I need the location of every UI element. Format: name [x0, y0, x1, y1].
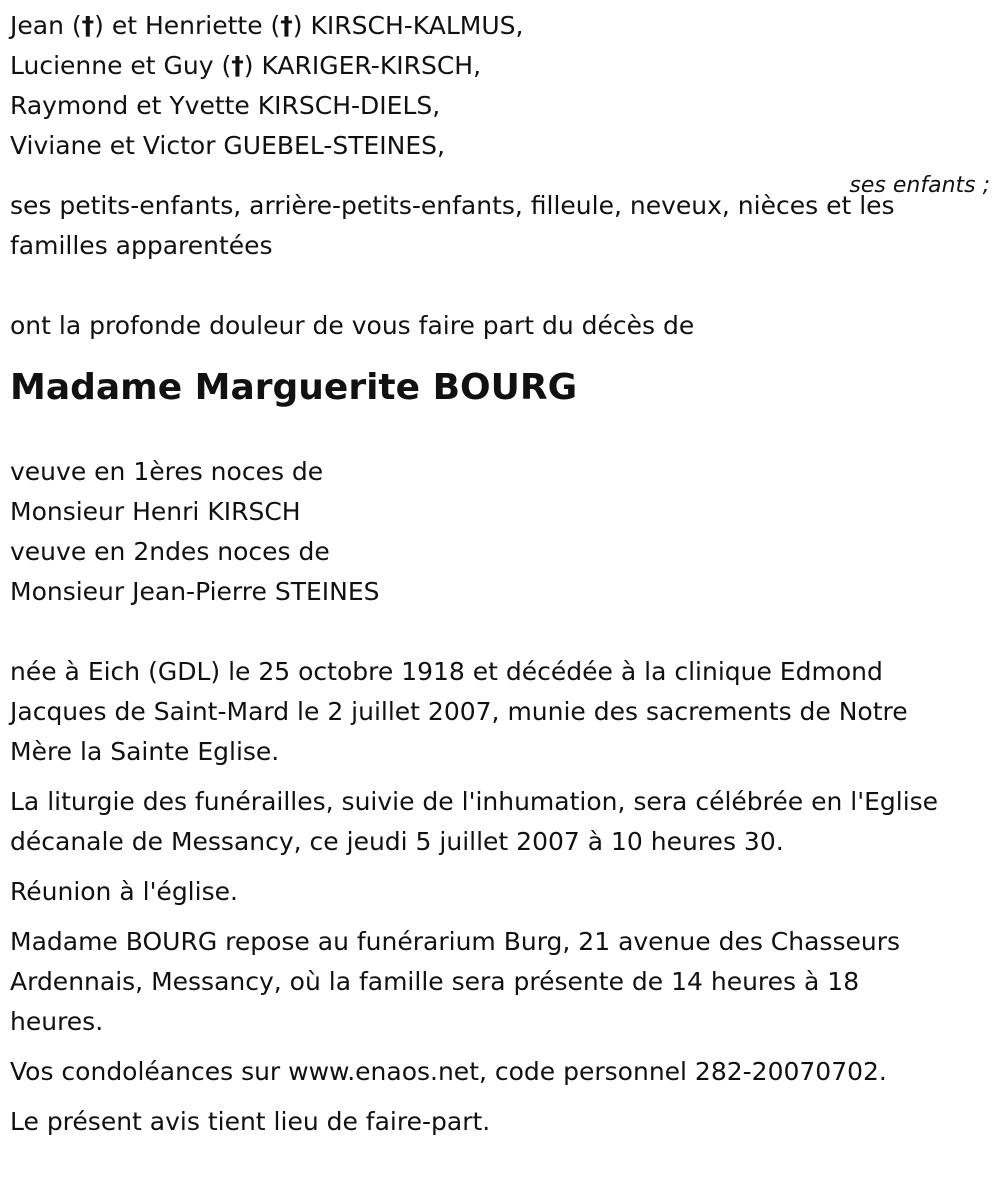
paragraph-line: Ardennais, Messancy, où la famille sera présente de 14 heures à 18 [10, 967, 860, 996]
family-text: ) et Henriette ( [94, 11, 281, 40]
spacer [10, 266, 990, 306]
paragraph-line: Réunion à l'église. [10, 877, 238, 906]
paragraph-line: heures. [10, 1007, 104, 1036]
cross-icon: † [231, 51, 244, 80]
family-text: ) KARIGER-KIRSCH, [243, 51, 482, 80]
family-text: ) KIRSCH-KALMUS, [292, 11, 524, 40]
paragraph-line: Mère la Sainte Eglise. [10, 737, 280, 766]
spacer [10, 408, 990, 452]
marriage-line: Monsieur Jean-Pierre STEINES [10, 577, 380, 606]
cross-icon: † [280, 11, 293, 40]
family-line-guebel-steines [10, 126, 990, 166]
funeral-paragraph [10, 782, 990, 862]
family-line-kirsch-kalmus [10, 6, 990, 46]
paragraph-line: La liturgie des funérailles, suivie de l'inhumation, sera célébrée en l'Eglise [10, 787, 939, 816]
details-section [10, 652, 990, 1142]
marriage-list [10, 452, 990, 612]
notice-paragraph [10, 1102, 990, 1142]
paragraph-line: Vos condoléances sur www.enaos.net, code personnel 282-20070702. [10, 1057, 887, 1086]
deceased-name: Madame Marguerite BOURG [10, 367, 578, 408]
condolences-paragraph [10, 1052, 990, 1092]
paragraph-line: Le présent avis tient lieu de faire-part. [10, 1107, 491, 1136]
extended-family-line-1: ses petits-enfants, arrière-petits-enfants, filleule, neveux, nièces et les [10, 191, 895, 220]
meeting-paragraph [10, 872, 990, 912]
marriage-line: veuve en 1ères noces de [10, 457, 324, 486]
family-line-kirsch-diels [10, 86, 990, 126]
paragraph-line: née à Eich (GDL) le 25 octobre 1918 et décédée à la clinique Edmond [10, 657, 883, 686]
family-text: Lucienne et Guy ( [10, 51, 232, 80]
marriage-line: veuve en 2ndes noces de [10, 537, 330, 566]
funerarium-paragraph [10, 922, 990, 1042]
family-text: Raymond et Yvette KIRSCH-DIELS, [10, 91, 441, 120]
paragraph-line: Jacques de Saint-Mard le 2 juillet 2007, munie des sacrements de Notre [10, 697, 908, 726]
spacer [10, 612, 990, 652]
paragraph-line: décanale de Messancy, ce jeudi 5 juillet 2007 à 10 heures 30. [10, 827, 784, 856]
announcement-text: ont la profonde douleur de vous faire part du décès de [10, 311, 695, 340]
family-text: Jean ( [10, 11, 82, 40]
paragraph-line: Madame BOURG repose au funérarium Burg, 21 avenue des Chasseurs [10, 927, 901, 956]
family-line-kariger-kirsch [10, 46, 990, 86]
extended-family-line-2: familles apparentées [10, 231, 273, 260]
relation-label: ses enfants ; [849, 173, 990, 198]
marriage-line: Monsieur Henri KIRSCH [10, 497, 301, 526]
birth-death-paragraph [10, 652, 990, 772]
family-text: Viviane et Victor GUEBEL-STEINES, [10, 131, 445, 160]
family-list [10, 6, 990, 166]
extended-family [10, 186, 990, 266]
cross-icon: † [81, 11, 95, 40]
